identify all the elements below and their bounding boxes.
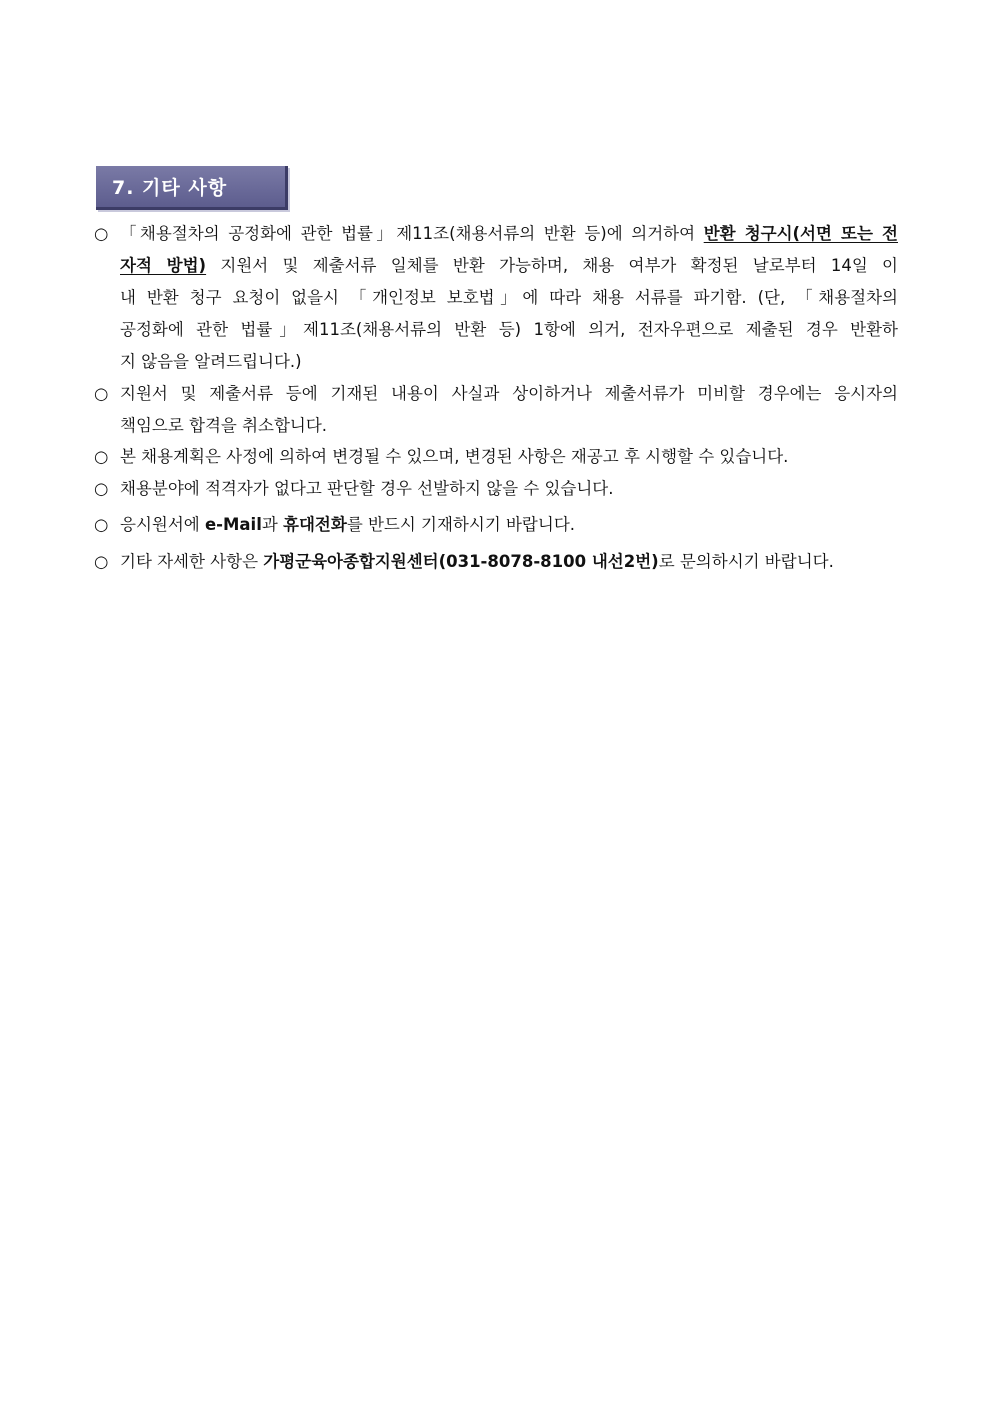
- email-emphasis: e-Mail: [204, 515, 262, 534]
- emphasis-text: 자적 방법): [120, 256, 207, 275]
- bullet-circle-icon: ○: [94, 552, 109, 571]
- item-line: 지 않음을 알려드립니다.): [120, 352, 302, 371]
- bullet-circle-icon: ○: [94, 479, 109, 498]
- item-line: 책임으로 합격을 취소합니다.: [120, 416, 328, 435]
- bullet-circle-icon: ○: [94, 384, 109, 403]
- section-title: 7. 기타 사항: [112, 177, 228, 199]
- phone-emphasis: 휴대전화: [283, 515, 347, 534]
- contact-emphasis: 가평군육아종합지원센터(031-8078-8100 내선2번): [263, 552, 659, 571]
- item-line: 내 반환 청구 요청이 없을시 「개인정보 보호법」에 따라 채용 서류를 파기함. (단, 「채용절차의: [120, 288, 898, 307]
- emphasis-text: 반환 청구시(서면 또는 전: [703, 224, 898, 243]
- item-line: 자적 방법) 지원서 및 제출서류 일체를 반환 가능하며, 채용 여부가 확정된 날로부터 14일 이: [120, 256, 898, 275]
- item-line: 채용분야에 적격자가 없다고 판단할 경우 선발하지 않을 수 있습니다.: [120, 479, 614, 498]
- bullet-circle-icon: ○: [94, 515, 109, 534]
- section-header: [96, 166, 288, 210]
- item-line: 「채용절차의 공정화에 관한 법률」제11조(채용서류의 반환 등)에 의거하여 반환 청구시(서면 또는 전: [120, 224, 898, 243]
- bullet-circle-icon: ○: [94, 447, 109, 466]
- item-line: 지원서 및 제출서류 등에 기재된 내용이 사실과 상이하거나 제출서류가 미비할 경우에는 응시자의: [120, 384, 898, 403]
- item-line: 기타 자세한 사항은 가평군육아종합지원센터(031-8078-8100 내선2번)로 문의하시기 바랍니다.: [120, 552, 834, 571]
- item-line: 공정화에 관한 법률」제11조(채용서류의 반환 등) 1항에 의거, 전자우편으로 제출된 경우 반환하: [120, 320, 898, 339]
- item-line: 본 채용계획은 사정에 의하여 변경될 수 있으며, 변경된 사항은 재공고 후 시행할 수 있습니다.: [120, 447, 789, 466]
- bullet-circle-icon: ○: [94, 224, 109, 243]
- item-line: 응시원서에 e-Mail과 휴대전화를 반드시 기재하시기 바랍니다.: [120, 515, 575, 534]
